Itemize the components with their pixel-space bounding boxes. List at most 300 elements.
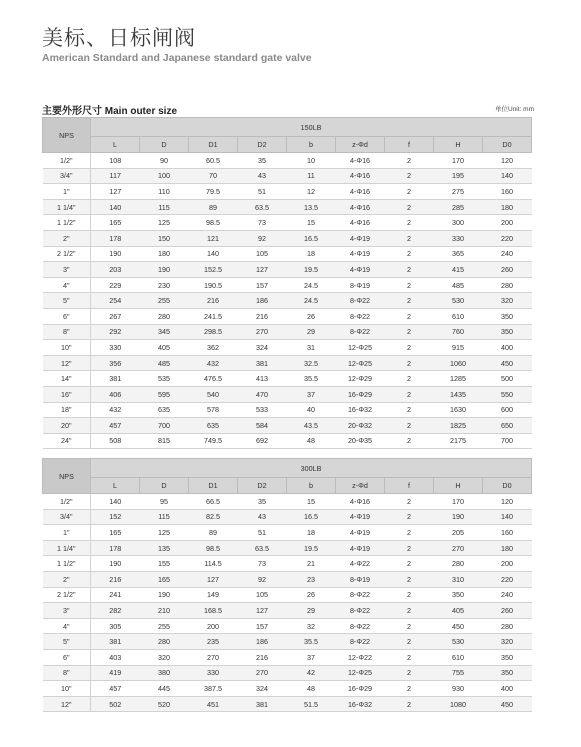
table-cell: 8-Φ19	[336, 571, 385, 587]
table-cell: 415	[434, 262, 483, 278]
column-header: L	[91, 137, 140, 153]
table-cell: 73	[238, 556, 287, 572]
table-cell: 60.5	[189, 153, 238, 169]
table-cell: 1630	[434, 402, 483, 418]
table-cell: 270	[434, 540, 483, 556]
table-cell: 2	[385, 525, 434, 541]
table-cell: 4-Φ22	[336, 556, 385, 572]
table-cell: 120	[483, 153, 532, 169]
table-cell: 35.5	[287, 634, 336, 650]
table-cell: 578	[189, 402, 238, 418]
table-cell: 220	[483, 230, 532, 246]
table-cell: 345	[140, 324, 189, 340]
table-cell: 300	[434, 215, 483, 231]
table-cell: 63.5	[238, 540, 287, 556]
table-cell: 125	[140, 215, 189, 231]
table-cell: 120	[483, 494, 532, 510]
table-cell: 530	[434, 293, 483, 309]
nps-cell: 8"	[43, 324, 91, 340]
nps-cell: 2"	[43, 571, 91, 587]
table-cell: 280	[434, 556, 483, 572]
table-cell: 19.5	[287, 262, 336, 278]
table-cell: 260	[483, 262, 532, 278]
table-cell: 2	[385, 556, 434, 572]
table-cell: 51.5	[287, 696, 336, 712]
table-row	[43, 603, 532, 619]
table-cell: 2	[385, 649, 434, 665]
table-cell: 432	[189, 355, 238, 371]
table-cell: 31	[287, 340, 336, 356]
dimension-table-150lb	[42, 117, 532, 449]
table-cell: 350	[483, 649, 532, 665]
nps-cell: 1/2"	[43, 494, 91, 510]
table-cell: 157	[238, 618, 287, 634]
table-cell: 125	[140, 525, 189, 541]
table-cell: 400	[483, 681, 532, 697]
table-cell: 195	[434, 168, 483, 184]
table-cell: 16-Φ32	[336, 696, 385, 712]
table-cell: 2	[385, 433, 434, 449]
table-cell: 815	[140, 433, 189, 449]
nps-cell: 1 1/4"	[43, 540, 91, 556]
table-cell: 157	[238, 277, 287, 293]
table-row	[43, 494, 532, 510]
table-cell: 241	[91, 587, 140, 603]
table-cell: 4-Φ16	[336, 199, 385, 215]
table-cell: 43.5	[287, 418, 336, 434]
column-header: L	[91, 478, 140, 494]
table-cell: 1080	[434, 696, 483, 712]
column-header: D0	[483, 137, 532, 153]
section-title: 主要外形尺寸 Main outer size	[42, 106, 178, 117]
table-cell: 4-Φ19	[336, 262, 385, 278]
table-row	[43, 681, 532, 697]
table-cell: 190.5	[189, 277, 238, 293]
pressure-class-header: 150LB	[91, 118, 532, 137]
table-cell: 12-Φ25	[336, 355, 385, 371]
table-cell: 48	[287, 681, 336, 697]
table-cell: 2	[385, 293, 434, 309]
table-cell: 230	[140, 277, 189, 293]
table-cell: 292	[91, 324, 140, 340]
column-header: z-Φd	[336, 137, 385, 153]
table-cell: 200	[189, 618, 238, 634]
table-cell: 108	[91, 153, 140, 169]
table-cell: 190	[140, 587, 189, 603]
table-cell: 8-Φ22	[336, 634, 385, 650]
table-cell: 362	[189, 340, 238, 356]
table-cell: 4-Φ19	[336, 525, 385, 541]
table-cell: 32.5	[287, 355, 336, 371]
table-cell: 2175	[434, 433, 483, 449]
table-row	[43, 386, 532, 402]
table-cell: 8-Φ22	[336, 603, 385, 619]
table-cell: 8-Φ22	[336, 308, 385, 324]
table-row	[43, 649, 532, 665]
table-cell: 320	[483, 293, 532, 309]
table-cell: 12-Φ22	[336, 649, 385, 665]
table-cell: 190	[140, 262, 189, 278]
table-cell: 160	[483, 525, 532, 541]
nps-header: NPS	[43, 459, 91, 494]
table-cell: 35	[238, 153, 287, 169]
table-cell: 4-Φ16	[336, 494, 385, 510]
nps-cell: 4"	[43, 618, 91, 634]
table-cell: 2	[385, 355, 434, 371]
table-cell: 1435	[434, 386, 483, 402]
table-row	[43, 293, 532, 309]
table-cell: 43	[238, 168, 287, 184]
table-cell: 540	[189, 386, 238, 402]
table-cell: 2	[385, 246, 434, 262]
table-row	[43, 153, 532, 169]
table-cell: 2	[385, 571, 434, 587]
table-cell: 51	[238, 184, 287, 200]
table-cell: 66.5	[189, 494, 238, 510]
table-cell: 2	[385, 168, 434, 184]
table-cell: 270	[189, 649, 238, 665]
table-cell: 220	[483, 571, 532, 587]
table-cell: 550	[483, 386, 532, 402]
column-header: D1	[189, 137, 238, 153]
column-header: D1	[189, 478, 238, 494]
table-cell: 95	[140, 494, 189, 510]
table-cell: 51	[238, 525, 287, 541]
table-cell: 610	[434, 308, 483, 324]
table-cell: 2	[385, 215, 434, 231]
table-cell: 2	[385, 230, 434, 246]
table-cell: 180	[483, 540, 532, 556]
column-header: b	[287, 137, 336, 153]
table-cell: 216	[238, 649, 287, 665]
page-subtitle: American Standard and Japanese standard gate valve	[42, 52, 312, 64]
table-cell: 20-Φ35	[336, 433, 385, 449]
table-cell: 140	[91, 494, 140, 510]
table-cell: 105	[238, 587, 287, 603]
nps-cell: 10"	[43, 681, 91, 697]
table-cell: 2	[385, 696, 434, 712]
table-cell: 2	[385, 418, 434, 434]
table-cell: 255	[140, 618, 189, 634]
nps-cell: 1 1/4"	[43, 199, 91, 215]
table-cell: 584	[238, 418, 287, 434]
table-cell: 229	[91, 277, 140, 293]
table-cell: 140	[483, 509, 532, 525]
table-cell: 1060	[434, 355, 483, 371]
table-cell: 2	[385, 618, 434, 634]
table-cell: 37	[287, 386, 336, 402]
table-cell: 127	[189, 571, 238, 587]
table-cell: 350	[483, 665, 532, 681]
table-row	[43, 618, 532, 634]
table-cell: 451	[189, 696, 238, 712]
table-cell: 2	[385, 308, 434, 324]
table-cell: 98.5	[189, 215, 238, 231]
table-cell: 73	[238, 215, 287, 231]
table-cell: 165	[91, 215, 140, 231]
table-row	[43, 230, 532, 246]
nps-cell: 8"	[43, 665, 91, 681]
dimension-table-300lb	[42, 458, 532, 712]
table-row	[43, 168, 532, 184]
table-cell: 915	[434, 340, 483, 356]
table-cell: 2	[385, 340, 434, 356]
table-cell: 89	[189, 525, 238, 541]
table-cell: 2	[385, 681, 434, 697]
column-header: f	[385, 478, 434, 494]
table-cell: 48	[287, 433, 336, 449]
table-cell: 500	[483, 371, 532, 387]
table-cell: 190	[91, 556, 140, 572]
table-cell: 121	[189, 230, 238, 246]
table-cell: 180	[140, 246, 189, 262]
table-cell: 11	[287, 168, 336, 184]
table-row	[43, 215, 532, 231]
table-cell: 115	[140, 199, 189, 215]
table-cell: 186	[238, 634, 287, 650]
table-cell: 89	[189, 199, 238, 215]
table-cell: 8-Φ22	[336, 293, 385, 309]
table-row	[43, 540, 532, 556]
nps-cell: 20"	[43, 418, 91, 434]
nps-header: NPS	[43, 118, 91, 153]
table-cell: 533	[238, 402, 287, 418]
table-row	[43, 246, 532, 262]
table-cell: 2	[385, 386, 434, 402]
table-body	[43, 153, 532, 449]
table-cell: 600	[483, 402, 532, 418]
table-cell: 35	[238, 494, 287, 510]
unit-note: 单位Unit: mm	[495, 106, 534, 113]
nps-cell: 3"	[43, 603, 91, 619]
column-header: D	[140, 478, 189, 494]
table-row	[43, 199, 532, 215]
nps-cell: 1"	[43, 184, 91, 200]
page-title: 美标、日标闸阀	[42, 26, 196, 50]
table-cell: 135	[140, 540, 189, 556]
table-cell: 190	[91, 246, 140, 262]
table-cell: 4-Φ16	[336, 215, 385, 231]
table-row	[43, 433, 532, 449]
table-cell: 700	[483, 433, 532, 449]
nps-cell: 18"	[43, 402, 91, 418]
table-cell: 2	[385, 262, 434, 278]
table-cell: 330	[91, 340, 140, 356]
table-row	[43, 696, 532, 712]
table-cell: 2	[385, 540, 434, 556]
table-cell: 2	[385, 371, 434, 387]
table-cell: 535	[140, 371, 189, 387]
table-cell: 270	[238, 665, 287, 681]
table-cell: 330	[434, 230, 483, 246]
table-row	[43, 509, 532, 525]
table-row	[43, 277, 532, 293]
table-cell: 387.5	[189, 681, 238, 697]
table-cell: 502	[91, 696, 140, 712]
table-row	[43, 355, 532, 371]
table-cell: 127	[238, 603, 287, 619]
table-cell: 610	[434, 649, 483, 665]
nps-cell: 5"	[43, 634, 91, 650]
table-body	[43, 494, 532, 712]
table-cell: 32	[287, 618, 336, 634]
table-cell: 12-Φ29	[336, 371, 385, 387]
table-cell: 350	[434, 587, 483, 603]
table-cell: 12-Φ25	[336, 665, 385, 681]
table-cell: 241.5	[189, 308, 238, 324]
nps-cell: 1"	[43, 525, 91, 541]
table-cell: 380	[140, 665, 189, 681]
table-cell: 400	[483, 340, 532, 356]
table-cell: 15	[287, 494, 336, 510]
table-cell: 356	[91, 355, 140, 371]
table-cell: 35.5	[287, 371, 336, 387]
table-row	[43, 556, 532, 572]
table-cell: 4-Φ19	[336, 509, 385, 525]
table-cell: 450	[483, 696, 532, 712]
table-cell: 282	[91, 603, 140, 619]
table-cell: 530	[434, 634, 483, 650]
nps-cell: 2 1/2"	[43, 587, 91, 603]
nps-cell: 5"	[43, 293, 91, 309]
table-cell: 10	[287, 153, 336, 169]
table-cell: 100	[140, 168, 189, 184]
table-cell: 16-Φ29	[336, 386, 385, 402]
nps-cell: 2"	[43, 230, 91, 246]
table-cell: 755	[434, 665, 483, 681]
table-cell: 508	[91, 433, 140, 449]
table-row	[43, 587, 532, 603]
table-cell: 520	[140, 696, 189, 712]
column-header: D2	[238, 137, 287, 153]
table-cell: 381	[238, 355, 287, 371]
table-cell: 160	[483, 184, 532, 200]
nps-cell: 3"	[43, 262, 91, 278]
table-cell: 186	[238, 293, 287, 309]
table-cell: 117	[91, 168, 140, 184]
nps-cell: 1 1/2"	[43, 215, 91, 231]
table-cell: 16.5	[287, 230, 336, 246]
table-cell: 178	[91, 230, 140, 246]
table-cell: 105	[238, 246, 287, 262]
table-row	[43, 525, 532, 541]
table-cell: 760	[434, 324, 483, 340]
table-cell: 8-Φ22	[336, 324, 385, 340]
table-cell: 8-Φ22	[336, 618, 385, 634]
table-cell: 152.5	[189, 262, 238, 278]
table-cell: 280	[140, 634, 189, 650]
table-cell: 43	[238, 509, 287, 525]
table-cell: 419	[91, 665, 140, 681]
table-cell: 16-Φ32	[336, 402, 385, 418]
table-cell: 16-Φ29	[336, 681, 385, 697]
table-row	[43, 184, 532, 200]
table-cell: 200	[483, 556, 532, 572]
table-cell: 98.5	[189, 540, 238, 556]
table-cell: 2	[385, 509, 434, 525]
table-cell: 26	[287, 587, 336, 603]
table-cell: 1825	[434, 418, 483, 434]
table-cell: 110	[140, 184, 189, 200]
table-cell: 240	[483, 587, 532, 603]
table-cell: 114.5	[189, 556, 238, 572]
table-cell: 692	[238, 433, 287, 449]
column-header: z-Φd	[336, 478, 385, 494]
table-cell: 205	[434, 525, 483, 541]
pressure-class-header: 300LB	[91, 459, 532, 478]
table-cell: 2	[385, 199, 434, 215]
table-cell: 2	[385, 494, 434, 510]
nps-cell: 3/4"	[43, 168, 91, 184]
table-cell: 8-Φ22	[336, 587, 385, 603]
table-cell: 406	[91, 386, 140, 402]
table-cell: 700	[140, 418, 189, 434]
table-cell: 8-Φ19	[336, 277, 385, 293]
table-cell: 127	[238, 262, 287, 278]
table-cell: 79.5	[189, 184, 238, 200]
table-cell: 635	[189, 418, 238, 434]
table-cell: 285	[434, 199, 483, 215]
nps-cell: 6"	[43, 308, 91, 324]
table-row	[43, 324, 532, 340]
table-cell: 90	[140, 153, 189, 169]
table-cell: 310	[434, 571, 483, 587]
table-cell: 40	[287, 402, 336, 418]
column-header: H	[434, 478, 483, 494]
table-cell: 350	[483, 308, 532, 324]
table-cell: 2	[385, 184, 434, 200]
table-cell: 403	[91, 649, 140, 665]
table-cell: 2	[385, 402, 434, 418]
table-row	[43, 418, 532, 434]
table-cell: 21	[287, 556, 336, 572]
column-header: f	[385, 137, 434, 153]
table-cell: 37	[287, 649, 336, 665]
nps-cell: 14"	[43, 371, 91, 387]
table-cell: 2	[385, 153, 434, 169]
table-cell: 216	[91, 571, 140, 587]
table-cell: 70	[189, 168, 238, 184]
table-cell: 650	[483, 418, 532, 434]
table-cell: 23	[287, 571, 336, 587]
table-cell: 26	[287, 308, 336, 324]
table-cell: 18	[287, 525, 336, 541]
table-cell: 140	[189, 246, 238, 262]
table-cell: 155	[140, 556, 189, 572]
column-header: D	[140, 137, 189, 153]
table-cell: 165	[91, 525, 140, 541]
table-cell: 15	[287, 215, 336, 231]
table-cell: 4-Φ16	[336, 153, 385, 169]
table-cell: 127	[91, 184, 140, 200]
table-cell: 280	[140, 308, 189, 324]
table-cell: 635	[140, 402, 189, 418]
table-cell: 270	[238, 324, 287, 340]
table-cell: 350	[483, 324, 532, 340]
table-cell: 267	[91, 308, 140, 324]
table-cell: 178	[91, 540, 140, 556]
nps-cell: 2 1/2"	[43, 246, 91, 262]
table-cell: 92	[238, 571, 287, 587]
table-cell: 2	[385, 324, 434, 340]
table-cell: 16.5	[287, 509, 336, 525]
table-cell: 930	[434, 681, 483, 697]
table-cell: 203	[91, 262, 140, 278]
table-cell: 240	[483, 246, 532, 262]
table-cell: 29	[287, 324, 336, 340]
table-cell: 20-Φ32	[336, 418, 385, 434]
table-cell: 149	[189, 587, 238, 603]
